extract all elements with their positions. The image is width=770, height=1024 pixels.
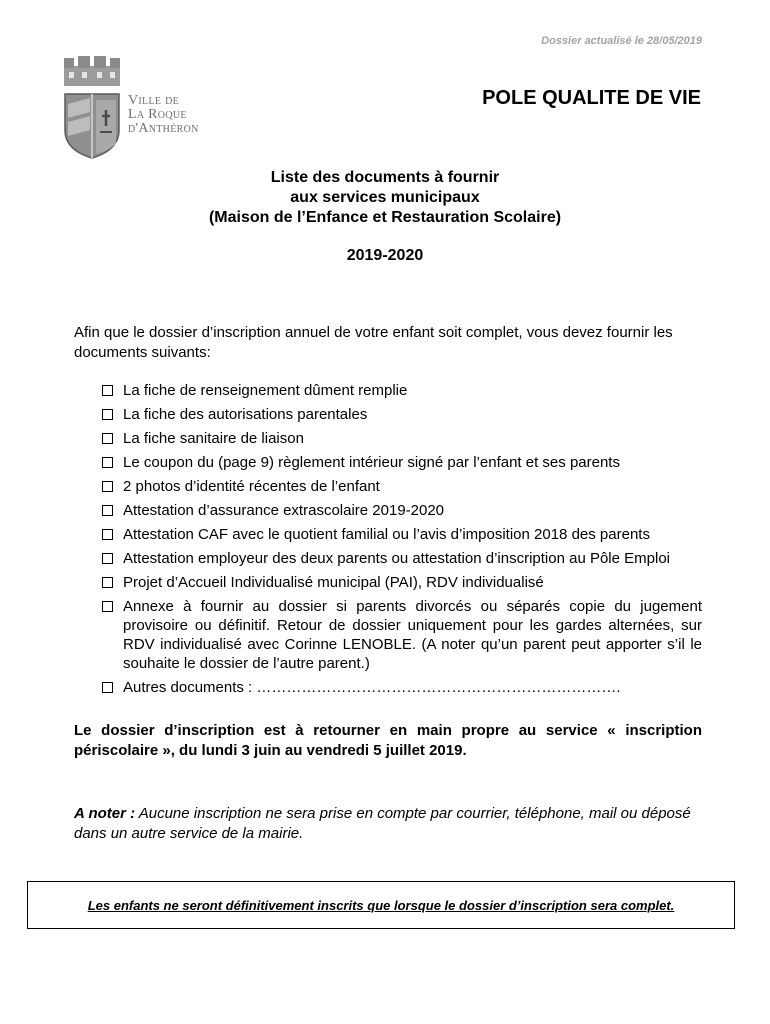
footer-warning-text: Les enfants ne seront définitivement inscrits que lorsque le dossier d’inscription sera complet.	[87, 897, 675, 913]
checklist-item	[102, 429, 702, 448]
checklist-item	[102, 549, 702, 568]
checklist-item	[102, 405, 702, 424]
logo-text-line-3: d'Anthéron	[128, 121, 199, 136]
checkbox-icon	[102, 457, 113, 468]
checkbox-icon	[102, 433, 113, 444]
checkbox-icon	[102, 529, 113, 540]
checkbox-icon	[102, 409, 113, 420]
note-text: Aucune inscription ne sera prise en compte par courrier, téléphone, mail ou déposé dans un autre service de la mairie.	[74, 805, 691, 842]
checklist-item-text: Annexe à fournir au dossier si parents divorcés ou séparés copie du jugement provisoire ou définitif. Retour de dossier uniquement pour les gardes alternées, sur RDV individualisé avec Corinne LENOBLE. (A noter qu’un parent peut apporter s’il le souhaite le dossier de l’autre parent.)	[123, 598, 702, 672]
checklist-item	[102, 573, 702, 592]
municipal-logo	[60, 52, 230, 160]
checklist-item	[102, 597, 702, 673]
checkbox-icon	[102, 682, 113, 693]
checklist-item	[102, 477, 702, 496]
document-updated-date: Dossier actualisé le 28/05/2019	[541, 35, 702, 47]
checklist-item-text: Attestation d’assurance extrascolaire 2019-2020	[123, 502, 445, 519]
intro-paragraph: Afin que le dossier d’inscription annuel de votre enfant soit complet, vous devez fournir les documents suivants:	[74, 324, 673, 361]
checkbox-icon	[102, 481, 113, 492]
department-title: POLE QUALITE DE VIE	[482, 87, 701, 109]
checkbox-icon	[102, 505, 113, 516]
checklist-item	[102, 678, 702, 697]
title-line-2: aux services municipaux	[290, 189, 480, 206]
checklist-item	[102, 381, 702, 400]
checkbox-icon	[102, 385, 113, 396]
note-paragraph	[74, 804, 704, 844]
title-line-1: Liste des documents à fournir	[270, 169, 500, 186]
checklist-item-text: La fiche de renseignement dûment remplie	[123, 382, 408, 399]
note-label: A noter :	[74, 805, 136, 822]
checklist-item-text: Autres documents : ……………………………………………………………….	[123, 679, 621, 696]
checklist-item-text: Projet d’Accueil Individualisé municipal (PAI), RDV individualisé	[123, 574, 544, 591]
checklist-item	[102, 453, 702, 472]
checklist-item	[102, 525, 702, 544]
logo-text-line-1: Ville de	[128, 93, 179, 108]
checkbox-icon	[102, 577, 113, 588]
title-line-3: (Maison de l’Enfance et Restauration Scolaire)	[208, 209, 562, 226]
checkbox-icon	[102, 601, 113, 612]
checklist-item-text: 2 photos d’identité récentes de l’enfant	[123, 478, 380, 495]
checklist-item-text: La fiche sanitaire de liaison	[123, 430, 304, 447]
document-checklist	[102, 381, 702, 702]
checklist-item-text: Attestation CAF avec le quotient familial ou l’avis d’imposition 2018 des parents	[123, 526, 650, 543]
checklist-item-text: La fiche des autorisations parentales	[123, 406, 368, 423]
document-title	[0, 168, 770, 228]
footer-warning-box	[27, 881, 735, 929]
checklist-item-text: Attestation employeur des deux parents ou attestation d’inscription au Pôle Emploi	[123, 550, 670, 567]
logo-text-line-2: La Roque	[128, 107, 187, 122]
coat-of-arms-icon	[60, 52, 124, 160]
checkbox-icon	[102, 553, 113, 564]
checklist-item	[102, 501, 702, 520]
school-year: 2019-2020	[346, 247, 424, 264]
return-instructions: Le dossier d’inscription est à retourner en main propre au service « inscription périscolaire », du lundi 3 juin au vendredi 5 juillet 2019.	[74, 722, 702, 759]
checklist-item-text: Le coupon du (page 9) règlement intérieur signé par l’enfant et ses parents	[123, 454, 620, 471]
